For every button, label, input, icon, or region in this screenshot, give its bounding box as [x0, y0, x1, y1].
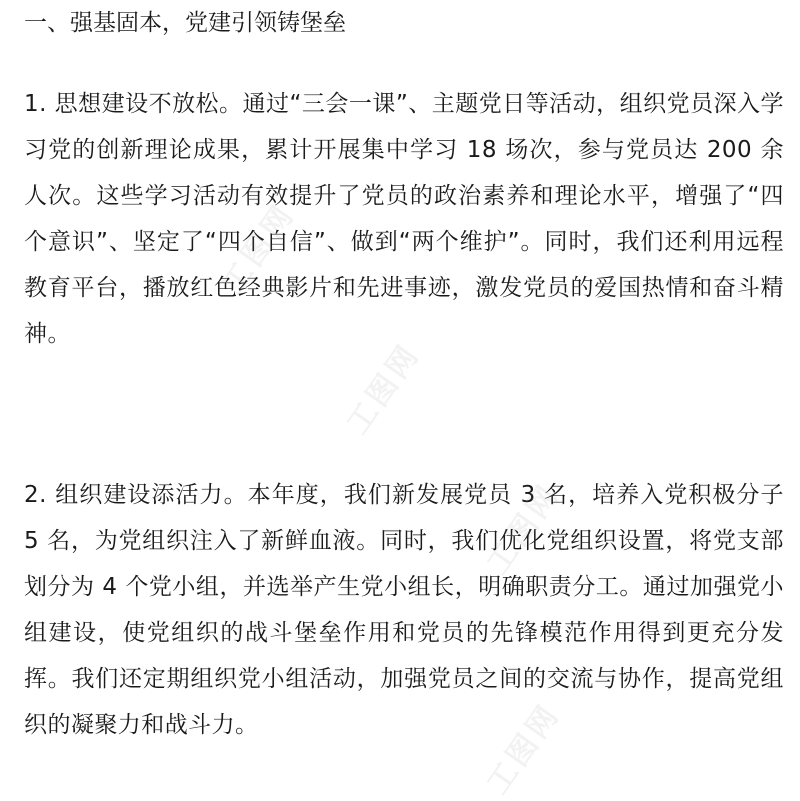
- watermark-logo: 工图网: [215, 197, 303, 301]
- paragraph-organization-building: 2. 组织建设添活力。本年度，我们新发展党员 3 名，培养入党积极分子 5 名，为党组织注入了新鲜血液。同时，我们优化党组织设置，将党支部划分为 4 个党小组，并选举产生党小组长，明确职责分工。通过加强党小组建设，使党组织的战斗堡垒作用和党员的先锋模范作用得到更充分发挥。我们还定期组织党小组活动，加强党员之间的交流与协作，提高党组织的凝聚力和战斗力。: [24, 482, 784, 738]
- watermark-logo: 工图网: [480, 697, 568, 801]
- watermark-logo: 工图网: [340, 337, 428, 441]
- section-heading: 一、强基固本，党建引领铸堡垒: [24, 10, 346, 36]
- watermark-logo: 工图网: [480, 477, 568, 581]
- paragraph-thought-building: 1. 思想建设不放松。通过“三会一课”、主题党日等活动，组织党员深入学习党的创新理论成果，累计开展集中学习 18 场次，参与党员达 200 余人次。这些学习活动有效提升了党员的政治素养和理论水平，增强了“四个意识”、坚定了“四个自信”、做到“两个维护”。同时，我们还利用远程教育平台，播放红色经典影片和先进事迹，激发党员的爱国热情和奋斗精神。: [24, 91, 784, 347]
